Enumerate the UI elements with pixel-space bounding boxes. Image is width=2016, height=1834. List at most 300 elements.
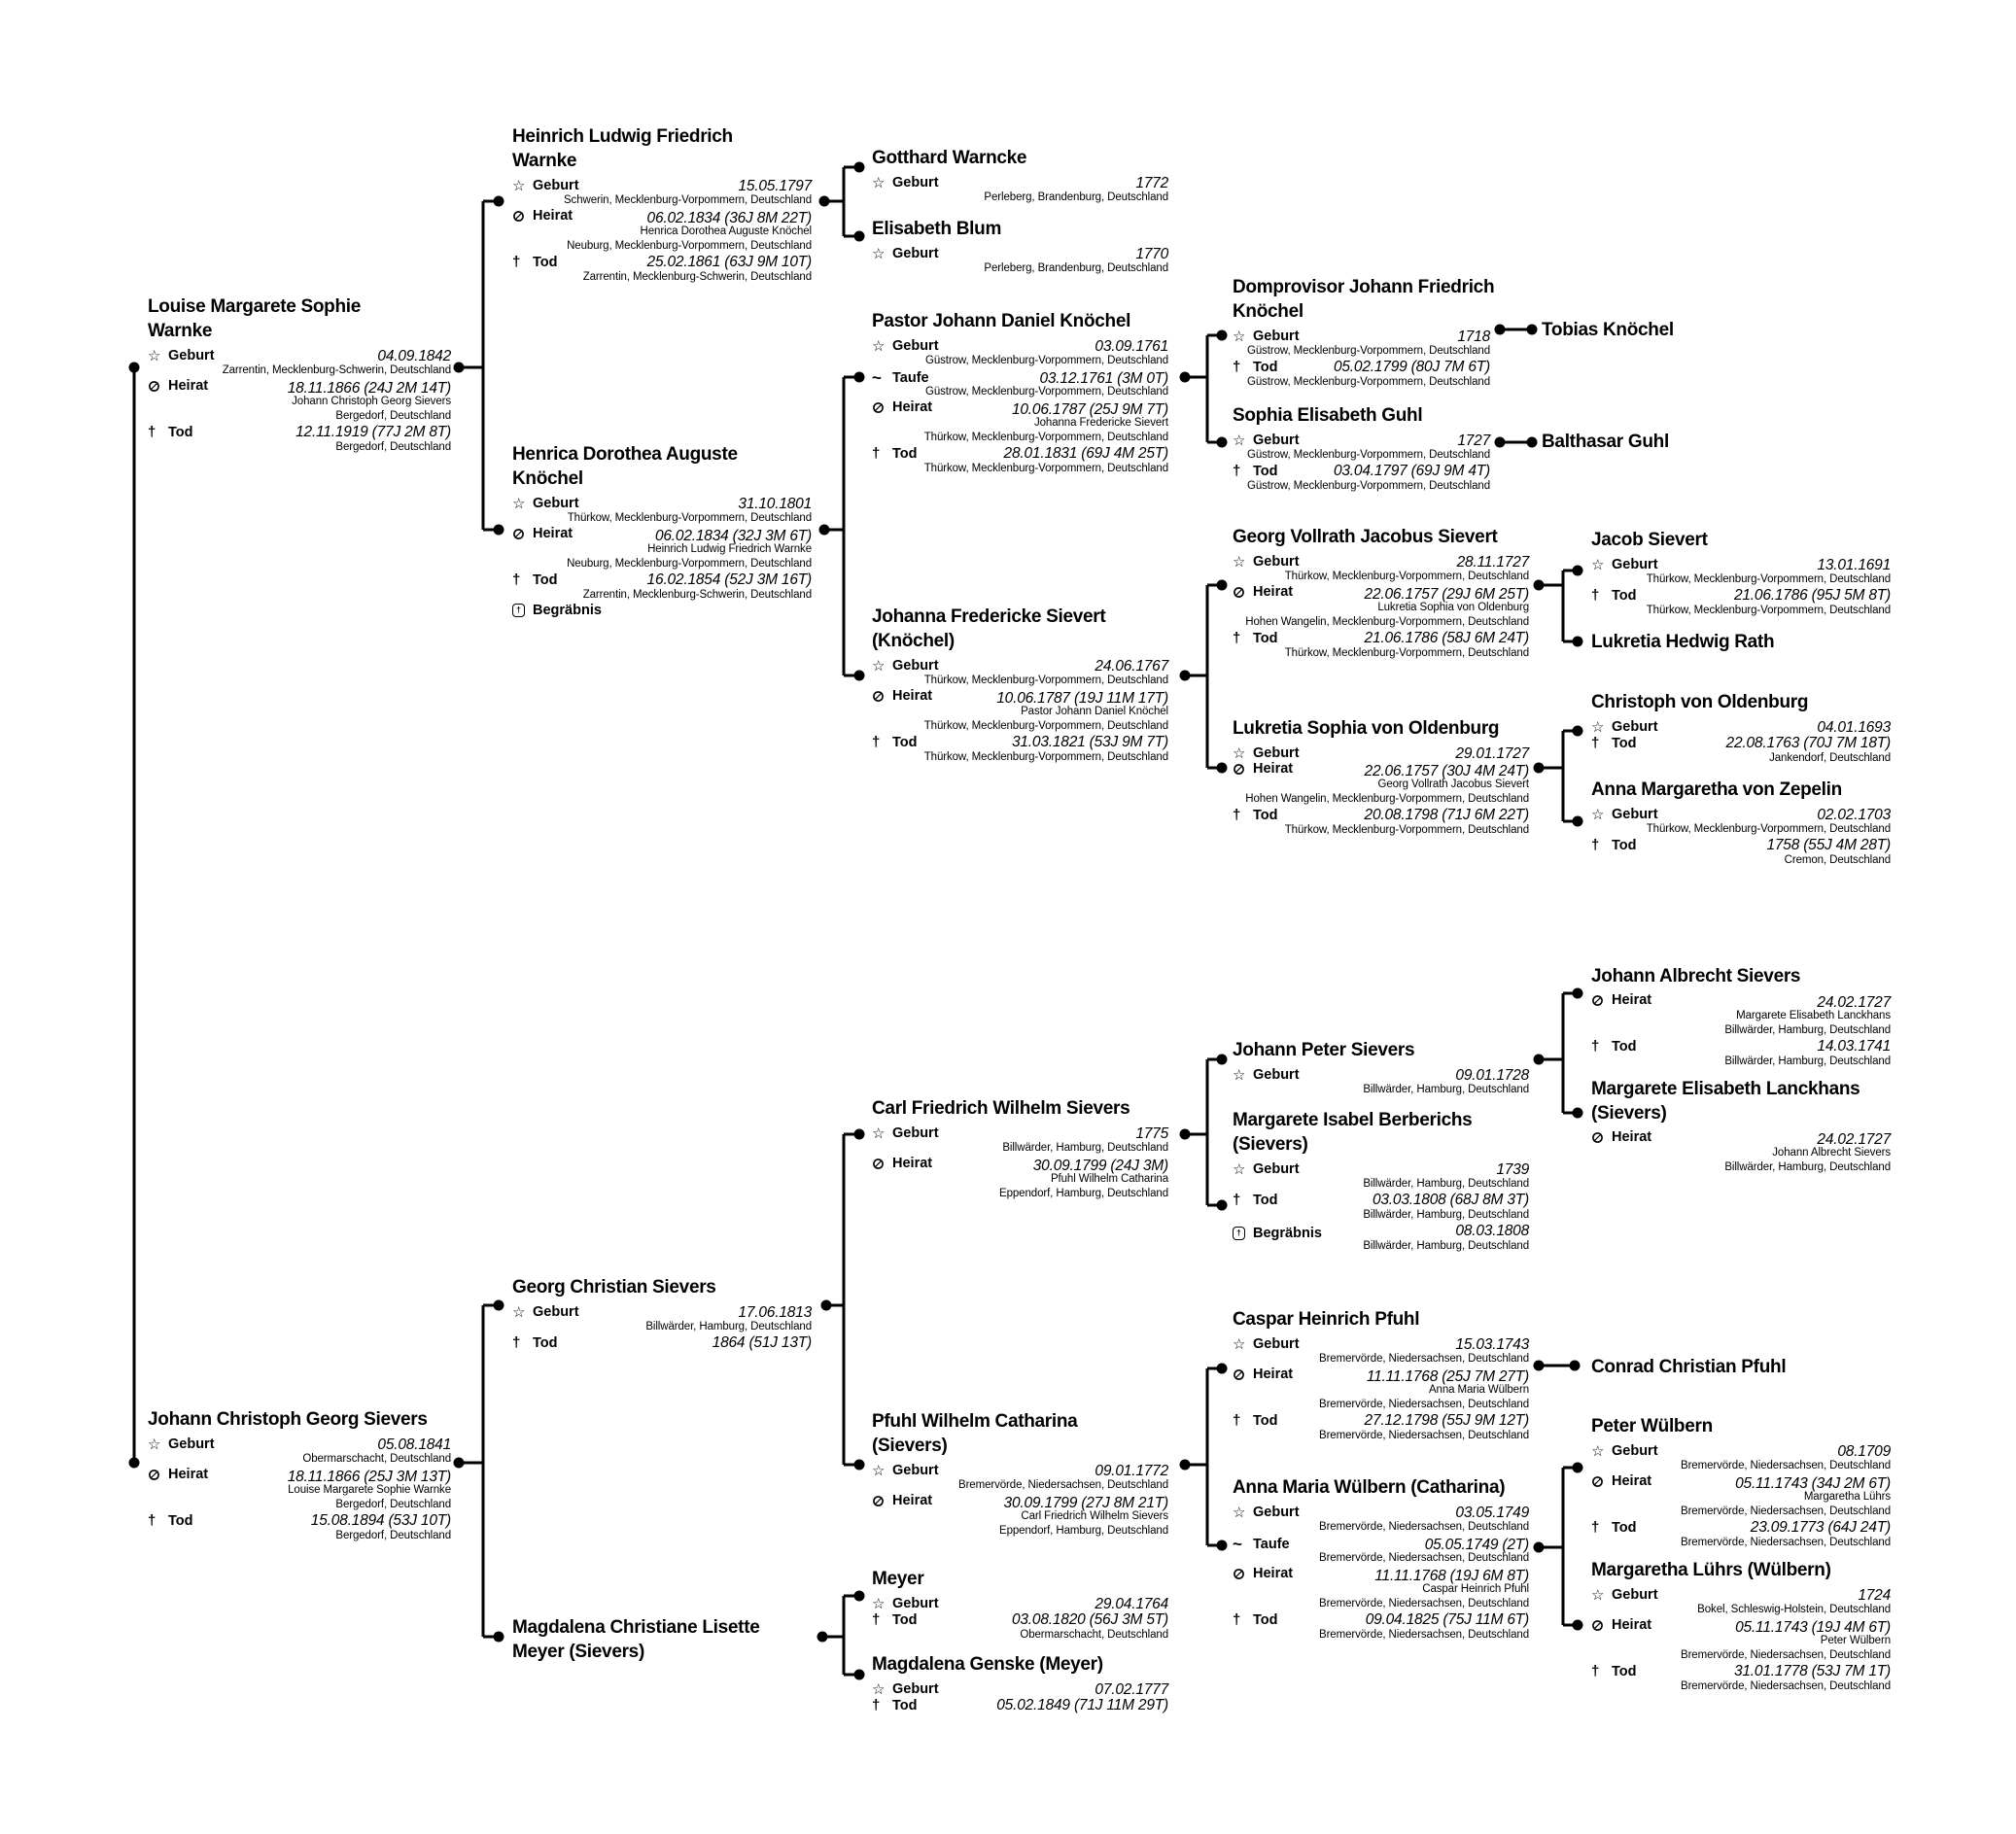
event-detail: Thürkow, Mecklenburg-Vorpommern, Deutschland <box>1646 823 1891 835</box>
death-cross-icon: † <box>872 734 881 750</box>
death-cross-icon: † <box>512 1334 521 1351</box>
event-label-text: Tod <box>533 254 558 270</box>
event-header <box>512 1303 812 1320</box>
birth-star-icon: ☆ <box>872 1125 886 1142</box>
event-label <box>872 445 918 462</box>
death-cross-icon: † <box>1591 587 1600 604</box>
event-detail: Carl Friedrich Wilhelm Sievers <box>1021 1510 1168 1522</box>
event-header <box>512 603 812 619</box>
event-label-text: Tod <box>1253 1611 1278 1628</box>
person-name: Pfuhl Wilhelm Catharina (Sievers) <box>872 1411 1078 1456</box>
person-card-georg-vollrath-jacobus-sievert[interactable] <box>1233 525 1529 661</box>
event-detail: Neuburg, Mecklenburg-Vorpommern, Deutschland <box>567 558 812 570</box>
event-header <box>1591 837 1891 853</box>
event-header <box>1233 584 1529 601</box>
event-detail: Billwärder, Hamburg, Deutschland <box>1363 1240 1529 1252</box>
event-tod <box>1591 1519 1891 1550</box>
person-name: Meyer <box>872 1569 924 1589</box>
birth-star-icon: ☆ <box>148 348 161 364</box>
birth-star-icon: ☆ <box>1233 433 1246 449</box>
event-header <box>1233 1367 1529 1383</box>
birth-star-icon: ☆ <box>148 1436 161 1453</box>
person-card-margarete-isabel-berberichs[interactable] <box>1233 1108 1529 1254</box>
person-name: Heinrich Ludwig Friedrich Warnke <box>512 126 733 171</box>
marriage-rings-icon <box>512 528 528 540</box>
person-card-christoph-von-oldenburg[interactable] <box>1591 690 1891 766</box>
event-tod <box>512 571 812 603</box>
event-date: 22.06.1757 (30J 4M 24T) <box>1364 762 1529 779</box>
baptism-wave-icon: ~ <box>1233 1535 1242 1553</box>
event-tod <box>1233 1412 1529 1443</box>
event-detail: Billwärder, Hamburg, Deutschland <box>1724 1024 1891 1036</box>
event-label-text: Heirat <box>892 399 933 415</box>
event-geburt <box>1233 1504 1529 1535</box>
event-date: 30.09.1799 (27J 8M 21T) <box>1003 1494 1168 1511</box>
person-name: Johann Christoph Georg Sievers <box>148 1409 428 1430</box>
event-geburt <box>1591 1586 1891 1617</box>
person-name: Jacob Sievert <box>1591 530 1708 550</box>
event-date: 24.02.1727 <box>1817 993 1891 1011</box>
person-card-georg-christian-sievers[interactable] <box>512 1275 812 1351</box>
event-detail: Perleberg, Brandenburg, Deutschland <box>984 191 1168 203</box>
event-geburt <box>872 1125 1168 1156</box>
person-card-elisabeth-blum[interactable] <box>872 217 1168 276</box>
event-label <box>1233 807 1278 823</box>
event-label-text: Heirat <box>1253 1367 1294 1382</box>
event-date: 12.11.1919 (77J 2M 8T) <box>295 424 451 440</box>
death-cross-icon: † <box>1233 630 1241 646</box>
event-header <box>512 571 812 588</box>
event-label <box>512 495 579 512</box>
person-card-margarete-elisabeth-lanckhans[interactable] <box>1591 1077 1891 1175</box>
event-detail: Zarrentin, Mecklenburg-Schwerin, Deutschland <box>582 271 812 283</box>
event-header <box>1233 1611 1529 1628</box>
death-cross-icon: † <box>1591 1519 1600 1536</box>
event-geburt <box>872 1680 1168 1697</box>
event-label-text: Geburt <box>1253 433 1300 448</box>
event-date: 18.11.1866 (24J 2M 14T) <box>287 379 451 397</box>
event-label <box>872 688 932 704</box>
marriage-rings-icon <box>1233 1368 1248 1381</box>
person-card-gotthard-warncke[interactable] <box>872 146 1168 205</box>
event-date: 1724 <box>1858 1587 1891 1604</box>
person-name: Lukretia Hedwig Rath <box>1591 632 1775 652</box>
event-detail: Bokel, Schleswig-Holstein, Deutschland <box>1697 1604 1891 1615</box>
event-geburt <box>872 657 1168 688</box>
event-label-text: Tod <box>533 571 558 588</box>
event-detail: Thürkow, Mecklenburg-Vorpommern, Deutschland <box>923 432 1168 443</box>
event-date: 29.01.1727 <box>1455 745 1529 762</box>
event-tod <box>1591 1663 1891 1694</box>
person-card-henrica-knoechel[interactable] <box>512 442 812 619</box>
person-card-margaretha-luehrs[interactable] <box>1591 1558 1891 1694</box>
person-card-tobias-knoechel[interactable] <box>1542 318 1833 346</box>
death-cross-icon: † <box>872 1611 881 1628</box>
event-header <box>1233 1223 1529 1239</box>
event-geburt <box>872 174 1168 205</box>
event-geburt <box>872 245 1168 276</box>
event-header <box>872 337 1168 354</box>
event-label-text: Begräbnis <box>533 603 602 618</box>
event-label-text: Heirat <box>168 378 209 394</box>
event-label <box>512 177 579 194</box>
event-header <box>1233 1066 1529 1083</box>
event-label <box>1591 1519 1637 1536</box>
birth-star-icon: ☆ <box>872 1596 886 1612</box>
event-date: 13.01.1691 <box>1817 557 1891 573</box>
event-date: 10.06.1787 (25J 9M 7T) <box>1011 400 1168 418</box>
event-date: 02.02.1703 <box>1817 807 1891 823</box>
event-date: 18.11.1866 (25J 3M 13T) <box>287 1468 451 1485</box>
birth-star-icon: ☆ <box>1591 1443 1605 1460</box>
event-header <box>1233 807 1529 823</box>
event-label <box>1591 1038 1637 1055</box>
birth-star-icon: ☆ <box>1591 1587 1605 1604</box>
event-date: 05.05.1749 (2T) <box>1424 1537 1529 1553</box>
event-label <box>1233 359 1278 375</box>
birth-star-icon: ☆ <box>872 1463 886 1479</box>
person-card-johann-christoph-georg-sievers[interactable] <box>148 1407 451 1543</box>
event-label-text: Heirat <box>533 208 574 224</box>
person-card-magdalena-christiane-meyer[interactable] <box>512 1615 812 1668</box>
death-cross-icon: † <box>872 1697 881 1713</box>
event-heirat <box>1591 1473 1891 1519</box>
event-label <box>1233 1226 1322 1241</box>
event-label-text: Heirat <box>1612 1129 1652 1145</box>
event-tod <box>512 254 812 285</box>
event-label <box>872 1493 932 1508</box>
event-header <box>1233 553 1529 570</box>
event-detail: Thürkow, Mecklenburg-Vorpommern, Deutschland <box>923 675 1168 686</box>
event-date: 03.12.1761 (3M 0T) <box>1039 370 1168 387</box>
event-heirat <box>1233 761 1529 807</box>
event-header <box>1591 587 1891 604</box>
event-label <box>872 1697 918 1713</box>
event-header <box>1233 432 1490 448</box>
event-label-text: Tod <box>1612 1663 1637 1679</box>
event-detail: Bergedorf, Deutschland <box>335 441 451 453</box>
event-label <box>1233 630 1278 646</box>
person-card-heinrich-warnke[interactable] <box>512 124 812 285</box>
event-detail: Bremervörde, Niedersachsen, Deutschland <box>958 1479 1168 1491</box>
event-label <box>512 526 573 541</box>
person-card-carl-friedrich-wilhelm-sievers[interactable] <box>872 1096 1168 1201</box>
person-card-louise-warnke[interactable] <box>148 294 451 455</box>
burial-tombstone-icon: † <box>1233 1227 1248 1240</box>
event-header <box>872 445 1168 462</box>
event-tod <box>1591 837 1891 868</box>
event-geburt <box>1233 744 1529 761</box>
event-detail: Zarrentin, Mecklenburg-Schwerin, Deutschland <box>582 589 812 601</box>
person-name: Sophia Elisabeth Guhl <box>1233 405 1423 426</box>
event-label-text: Heirat <box>892 1156 933 1171</box>
event-date: 05.08.1841 <box>377 1436 451 1453</box>
event-label <box>148 1512 193 1529</box>
event-detail: Cremon, Deutschland <box>1784 854 1891 866</box>
event-header <box>1233 328 1490 344</box>
event-date: 05.02.1849 (71J 11M 29T) <box>996 1697 1168 1713</box>
event-label <box>1591 1442 1658 1460</box>
event-date: 1739 <box>1496 1161 1529 1178</box>
person-card-jacob-sievert[interactable] <box>1591 528 1891 618</box>
event-geburt <box>1233 1160 1529 1192</box>
death-cross-icon: † <box>1233 1412 1241 1429</box>
person-name: Balthasar Guhl <box>1542 432 1669 452</box>
event-date: 1775 <box>1135 1125 1168 1142</box>
event-header <box>148 1436 451 1452</box>
event-date: 1718 <box>1457 329 1490 345</box>
event-header <box>872 1493 1168 1509</box>
person-card-meyer[interactable] <box>872 1567 1168 1643</box>
event-detail: Henrica Dorothea Auguste Knöchel <box>640 225 812 237</box>
event-detail: Bremervörde, Niedersachsen, Deutschland <box>1319 1629 1529 1641</box>
event-header <box>872 1697 1168 1713</box>
event-header <box>872 174 1168 190</box>
event-label <box>872 399 932 415</box>
event-tod <box>1233 1192 1529 1223</box>
event-detail: Güstrow, Mecklenburg-Vorpommern, Deutschland <box>925 386 1168 398</box>
event-label-text: Geburt <box>1612 1443 1658 1459</box>
event-detail: Margaretha Lührs <box>1803 1491 1891 1503</box>
event-detail: Heinrich Ludwig Friedrich Warnke <box>647 543 812 555</box>
person-name: Magdalena Genske (Meyer) <box>872 1654 1103 1675</box>
event-detail: Bremervörde, Niedersachsen, Deutschland <box>1681 1680 1891 1692</box>
event-tod <box>1233 463 1490 494</box>
event-date: 29.04.1764 <box>1095 1596 1168 1612</box>
event-date: 09.04.1825 (75J 11M 6T) <box>1365 1611 1529 1628</box>
event-detail: Bergedorf, Deutschland <box>335 1499 451 1510</box>
event-label-text: Tod <box>892 445 918 462</box>
marriage-rings-icon <box>1591 1131 1607 1144</box>
event-label <box>1591 587 1637 604</box>
event-header <box>1591 1442 1891 1459</box>
event-date: 27.12.1798 (55J 9M 12T) <box>1364 1412 1529 1429</box>
event-label <box>1233 1504 1300 1521</box>
event-header <box>1591 1586 1891 1603</box>
person-name: Margarete Elisabeth Lanckhans (Sievers) <box>1591 1079 1860 1124</box>
event-date: 03.05.1749 <box>1455 1505 1529 1521</box>
event-date: 1727 <box>1457 433 1490 449</box>
death-cross-icon: † <box>1591 837 1600 853</box>
marriage-rings-icon <box>1591 994 1607 1007</box>
event-date: 06.02.1834 (32J 3M 6T) <box>654 527 812 544</box>
event-geburt <box>1591 1442 1891 1473</box>
person-card-anna-maria-wuelbern[interactable] <box>1233 1475 1529 1643</box>
event-header <box>872 1680 1168 1697</box>
event-tod <box>1233 630 1529 661</box>
event-heirat <box>512 526 812 571</box>
event-heirat <box>148 1467 451 1512</box>
event-date: 09.01.1728 <box>1455 1067 1529 1084</box>
event-label-text: Tod <box>892 1611 918 1628</box>
event-label-text: Heirat <box>1253 761 1294 777</box>
event-header <box>1233 630 1529 646</box>
event-label-text: Geburt <box>892 1596 939 1611</box>
person-card-anna-margaretha-von-zepelin[interactable] <box>1591 778 1891 868</box>
person-name: Anna Maria Wülbern (Catharina) <box>1233 1477 1506 1498</box>
event-header <box>1591 1617 1891 1634</box>
event-label <box>872 1462 939 1479</box>
person-card-johann-albrecht-sievers[interactable] <box>1591 964 1891 1069</box>
event-detail: Eppendorf, Hamburg, Deutschland <box>999 1525 1168 1537</box>
event-date: 1772 <box>1135 175 1168 191</box>
event-detail: Louise Margarete Sophie Warnke <box>288 1484 451 1496</box>
event-label-text: Tod <box>1253 1192 1278 1208</box>
event-detail: Pastor Johann Daniel Knöchel <box>1021 706 1168 717</box>
event-geburt <box>512 177 812 208</box>
event-label <box>872 657 939 675</box>
event-header <box>872 657 1168 674</box>
event-date: 03.09.1761 <box>1095 338 1168 355</box>
event-label-text: Tod <box>1612 587 1637 604</box>
event-label-text: Tod <box>892 734 918 750</box>
event-label <box>1233 328 1300 345</box>
event-label <box>1591 1586 1658 1604</box>
person-name: Margarete Isabel Berberichs (Sievers) <box>1233 1110 1473 1155</box>
event-tod <box>872 445 1168 476</box>
event-tod <box>1233 807 1529 838</box>
event-label-text: Heirat <box>1612 1617 1652 1633</box>
event-label <box>1591 1473 1651 1489</box>
event-geburt <box>512 495 812 526</box>
marriage-rings-icon <box>512 210 528 223</box>
birth-star-icon: ☆ <box>872 1681 886 1698</box>
event-date: 07.02.1777 <box>1095 1681 1168 1698</box>
event-date: 1770 <box>1135 246 1168 262</box>
birth-star-icon: ☆ <box>1233 329 1246 345</box>
birth-star-icon: ☆ <box>872 246 886 262</box>
event-tod <box>148 1512 451 1543</box>
person-card-johann-peter-sievers[interactable] <box>1233 1038 1529 1097</box>
event-detail: Billwärder, Hamburg, Deutschland <box>1724 1055 1891 1067</box>
event-date: 28.11.1727 <box>1456 554 1529 571</box>
event-label-text: Heirat <box>1612 1473 1652 1489</box>
person-card-pastor-johann-daniel-knoechel[interactable] <box>872 309 1168 476</box>
person-card-johanna-fredericke-sievert[interactable] <box>872 605 1168 765</box>
event-date: 03.08.1820 (56J 3M 5T) <box>1011 1611 1168 1628</box>
event-detail: Hohen Wangelin, Mecklenburg-Vorpommern, Deutschland <box>1245 793 1529 805</box>
event-heirat <box>1591 1129 1891 1175</box>
person-name: Elisabeth Blum <box>872 219 1002 239</box>
event-header <box>512 254 812 270</box>
person-card-conrad-christian-pfuhl[interactable] <box>1591 1355 1891 1383</box>
event-label <box>872 337 939 355</box>
event-detail: Peter Wülbern <box>1820 1635 1891 1646</box>
event-label <box>1591 556 1658 573</box>
burial-tombstone-icon: † <box>512 604 528 617</box>
marriage-rings-icon <box>872 690 887 703</box>
event-header <box>148 347 451 363</box>
event-label-text: Geburt <box>168 348 215 363</box>
person-card-peter-wuelbern[interactable] <box>1591 1414 1891 1550</box>
event-label <box>872 1125 939 1142</box>
person-name: Christoph von Oldenburg <box>1591 692 1809 712</box>
person-card-lukretia-sophia-von-oldenburg[interactable] <box>1233 716 1529 838</box>
event-detail: Güstrow, Mecklenburg-Vorpommern, Deutschland <box>925 355 1168 366</box>
event-date: 14.03.1741 <box>1817 1038 1891 1055</box>
event-label <box>1233 584 1293 600</box>
marriage-rings-icon <box>1591 1619 1607 1632</box>
event-date: 28.01.1831 (69J 4M 25T) <box>1003 445 1168 462</box>
person-name: Gotthard Warncke <box>872 148 1027 168</box>
event-label <box>148 378 208 394</box>
person-card-sophia-elisabeth-guhl[interactable] <box>1233 403 1490 494</box>
event-date: 21.06.1786 (58J 6M 24T) <box>1364 630 1529 646</box>
event-label <box>148 424 193 440</box>
event-date: 16.02.1854 (52J 3M 16T) <box>646 571 812 588</box>
event-date: 17.06.1813 <box>738 1304 812 1321</box>
event-header <box>1591 1663 1891 1679</box>
birth-star-icon: ☆ <box>1233 554 1246 571</box>
death-cross-icon: † <box>872 445 881 462</box>
event-label <box>872 1156 932 1171</box>
event-label-text: Geburt <box>168 1436 215 1452</box>
event-label <box>1591 1617 1651 1633</box>
event-label-text: Tod <box>1253 463 1278 479</box>
person-card-pfuhl-wilhelm-catharina[interactable] <box>872 1409 1168 1539</box>
event-date: 04.01.1693 <box>1817 719 1891 736</box>
event-label <box>512 254 558 270</box>
event-date: 23.09.1773 (64J 24T) <box>1750 1519 1891 1536</box>
event-label <box>148 347 215 364</box>
event-detail: Güstrow, Mecklenburg-Vorpommern, Deutschland <box>1247 376 1490 388</box>
event-geburt <box>148 1436 451 1467</box>
person-card-balthasar-guhl[interactable] <box>1542 430 1833 458</box>
event-header <box>1233 761 1529 778</box>
baptism-wave-icon: ~ <box>872 368 882 387</box>
person-card-lukretia-hedwig-rath[interactable] <box>1591 630 1891 658</box>
event-detail: Obermarschacht, Deutschland <box>1020 1629 1168 1641</box>
event-label <box>1233 1335 1300 1353</box>
event-header <box>1591 1519 1891 1536</box>
person-card-magdalena-genske[interactable] <box>872 1652 1168 1713</box>
death-cross-icon: † <box>1233 463 1241 479</box>
event-detail: Caspar Heinrich Pfuhl <box>1422 1583 1529 1595</box>
event-date: 20.08.1798 (71J 6M 22T) <box>1364 807 1529 823</box>
event-begraebnis <box>1233 1223 1529 1254</box>
event-label-text: Tod <box>1612 837 1637 853</box>
event-label-text: Geburt <box>533 178 579 193</box>
event-label-text: Geburt <box>1612 1587 1658 1603</box>
person-card-domprovisor-johann-friedrich-knoechel[interactable] <box>1233 275 1495 390</box>
event-geburt <box>872 1462 1168 1493</box>
event-detail: Bremervörde, Niedersachsen, Deutschland <box>1319 1399 1529 1410</box>
event-header <box>148 424 451 440</box>
event-date: 31.10.1801 <box>738 496 812 512</box>
event-detail: Bremervörde, Niedersachsen, Deutschland <box>1681 1505 1891 1517</box>
person-card-caspar-heinrich-pfuhl[interactable] <box>1233 1307 1529 1443</box>
event-date: 22.08.1763 (70J 7M 18T) <box>1725 735 1891 751</box>
event-label <box>1591 1129 1651 1145</box>
death-cross-icon: † <box>148 424 156 440</box>
event-label-text: Tod <box>1253 359 1278 375</box>
event-tod <box>872 1697 1168 1713</box>
event-detail: Obermarschacht, Deutschland <box>302 1453 451 1465</box>
event-label <box>148 1467 208 1482</box>
event-detail: Schwerin, Mecklenburg-Vorpommern, Deutschland <box>563 194 812 206</box>
event-label <box>872 174 939 191</box>
birth-star-icon: ☆ <box>1233 1161 1246 1178</box>
birth-star-icon: ☆ <box>1591 719 1605 736</box>
event-date: 03.04.1797 (69J 9M 4T) <box>1333 463 1490 479</box>
event-label-text: Tod <box>168 1512 193 1529</box>
event-header <box>148 378 451 395</box>
event-label <box>1233 463 1278 479</box>
event-label-text: Geburt <box>892 246 939 261</box>
marriage-rings-icon <box>872 1495 887 1507</box>
event-header <box>512 208 812 225</box>
event-detail: Thürkow, Mecklenburg-Vorpommern, Deutschland <box>1284 571 1529 582</box>
